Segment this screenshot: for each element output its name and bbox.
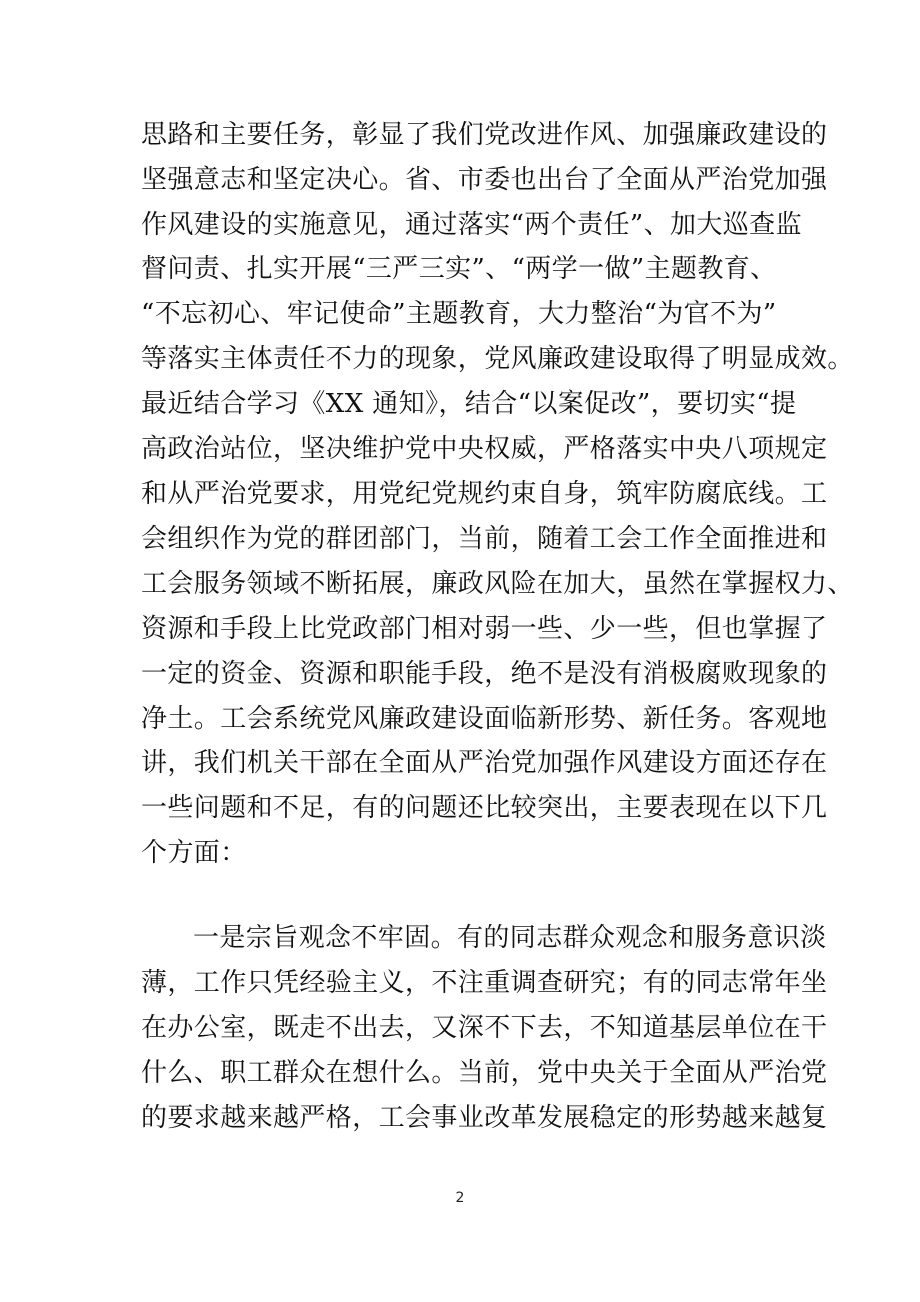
text-line: 什么、职工群众在想什么。当前，党中央关于全面从严治党 <box>141 1058 828 1088</box>
text-line: 高政治站位，坚决维护党中央权威，严格落实中央八项规定 <box>141 434 828 464</box>
text-line: 一些问题和不足，有的问题还比较突出，主要表现在以下几 <box>141 793 828 823</box>
text-line: 坚强意志和坚定决心。省、市委也出台了全面从严治党加强 <box>141 165 828 195</box>
text-line: 会组织作为党的群团部门，当前，随着工会工作全面推进和 <box>141 524 828 554</box>
text-line: 一定的资金、资源和职能手段，绝不是没有消极腐败现象的 <box>141 659 828 689</box>
text-line: 资源和手段上比党政部门相对弱一些、少一些，但也掌握了 <box>141 614 828 644</box>
text-line: 工会服务领域不断拓展，廉政风险在加大，虽然在掌握权力、 <box>141 569 854 599</box>
text-line: 个方面： <box>141 838 247 868</box>
text-line: 一是宗旨观念不牢固。有的同志群众观念和服务意识淡 <box>193 923 827 953</box>
text-line: 的要求越来越严格，工会事业改革发展稳定的形势越来越复 <box>141 1103 828 1133</box>
page-number: 2 <box>455 1190 465 1206</box>
text-line: 和从严治党要求，用党纪党规约束自身，筑牢防腐底线。工 <box>141 479 828 509</box>
text-line: 讲，我们机关干部在全面从严治党加强作风建设方面还存在 <box>141 748 828 778</box>
text-line: 等落实主体责任不力的现象，党风廉政建设取得了明显成效。 <box>141 344 854 374</box>
text-line: 督问责、扎实开展“三严三实”、“两学一做”主题教育、 <box>141 254 777 284</box>
text-line: 作风建设的实施意见，通过落实“两个责任”、加大巡查监 <box>141 210 802 240</box>
text-line: 最近结合学习《XX 通知》，结合“以案促改”，要切实“提 <box>141 389 797 419</box>
text-line: 在办公室，既走不出去，又深不下去，不知道基层单位在干 <box>141 1013 828 1043</box>
text-line: “不忘初心、牢记使命”主题教育，大力整治“为官不为” <box>141 299 777 329</box>
text-line: 净土。工会系统党风廉政建设面临新形势、新任务。客观地 <box>141 704 828 734</box>
text-line: 思路和主要任务，彰显了我们党改进作风、加强廉政建设的 <box>141 120 828 150</box>
text-line: 薄，工作只凭经验主义，不注重调查研究；有的同志常年坐 <box>141 968 828 998</box>
